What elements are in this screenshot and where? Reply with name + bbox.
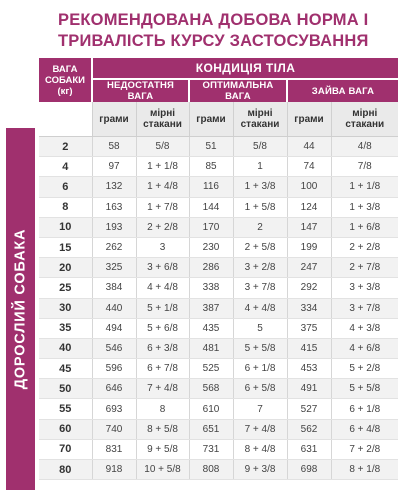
overweight-cups-cell: 5 + 2/8 — [331, 359, 398, 379]
optimal-cups-cell: 2 + 5/8 — [233, 237, 287, 257]
cups-line-1: мірні — [149, 108, 176, 119]
cups-line-1: мірні — [247, 108, 273, 119]
underweight-grams-cell: 262 — [92, 237, 136, 257]
optimal-cups-cell: 9 + 3/8 — [233, 460, 287, 480]
overweight-cups-cell: 4 + 3/8 — [331, 318, 398, 338]
overweight-cups-cell: 3 + 7/8 — [331, 298, 398, 318]
group-header-optimal: ОПТИМАЛЬНА ВАГА — [189, 79, 287, 102]
page-title — [58, 10, 398, 52]
overweight-cups-cell: 8 + 1/8 — [331, 460, 398, 480]
dog-weight-cell: 55 — [39, 399, 92, 419]
table-row — [39, 197, 398, 217]
optimal-cups-cell: 7 — [233, 399, 287, 419]
optimal-cups-cell: 8 + 4/8 — [233, 439, 287, 459]
overweight-cups-cell: 6 + 1/8 — [331, 399, 398, 419]
dog-weight-cell: 8 — [39, 197, 92, 217]
table-row — [39, 278, 398, 298]
optimal-grams-cell: 338 — [189, 278, 233, 298]
overweight-grams-cell: 334 — [287, 298, 331, 318]
underweight-grams-cell: 325 — [92, 258, 136, 278]
overweight-cups-cell: 1 + 3/8 — [331, 197, 398, 217]
optimal-grams-cell: 51 — [189, 137, 233, 157]
overweight-cups-cell: 4/8 — [331, 137, 398, 157]
table-row — [39, 338, 398, 358]
overweight-grams-cell: 453 — [287, 359, 331, 379]
underweight-grams-cell: 596 — [92, 359, 136, 379]
underweight-cups-cell: 3 + 6/8 — [136, 258, 189, 278]
underweight-cups-cell: 5 + 6/8 — [136, 318, 189, 338]
weight-header-line-1: ВАГА — [52, 63, 78, 75]
optimal-grams-cell: 651 — [189, 419, 233, 439]
underweight-cups-cell: 3 — [136, 237, 189, 257]
underweight-grams-cell: 163 — [92, 197, 136, 217]
underweight-cups-cell: 7 + 4/8 — [136, 379, 189, 399]
underweight-grams-cell: 918 — [92, 460, 136, 480]
overweight-grams-cell: 292 — [287, 278, 331, 298]
overweight-grams-cell: 491 — [287, 379, 331, 399]
optimal-grams-cell: 435 — [189, 318, 233, 338]
optimal-cups-cell: 6 + 1/8 — [233, 359, 287, 379]
optimal-cups-cell: 3 + 2/8 — [233, 258, 287, 278]
overweight-grams-cell: 562 — [287, 419, 331, 439]
optimal-grams-cell: 808 — [189, 460, 233, 480]
optimal-grams-cell: 387 — [189, 298, 233, 318]
overweight-cups-cell: 7/8 — [331, 157, 398, 177]
overweight-cups-cell: 6 + 4/8 — [331, 419, 398, 439]
group-header-overweight: ЗАЙВА ВАГА — [287, 79, 398, 102]
underweight-cups-cell: 8 — [136, 399, 189, 419]
side-label: ДОРОСЛИЙ СОБАКА — [12, 228, 29, 390]
optimal-cups-cell: 5/8 — [233, 137, 287, 157]
dog-weight-cell: 2 — [39, 137, 92, 157]
cups-line-2: стакани — [240, 119, 280, 130]
cups-line-2: стакани — [345, 119, 385, 130]
sub-header-grams: грами — [92, 102, 136, 137]
dog-weight-cell: 6 — [39, 177, 92, 197]
underweight-grams-cell: 646 — [92, 379, 136, 399]
table-row — [39, 399, 398, 419]
overweight-grams-cell: 527 — [287, 399, 331, 419]
overweight-cups-cell: 1 + 6/8 — [331, 217, 398, 237]
overweight-cups-cell: 4 + 6/8 — [331, 338, 398, 358]
table-row — [39, 157, 398, 177]
underweight-grams-cell: 97 — [92, 157, 136, 177]
table-row — [39, 258, 398, 278]
overweight-grams-cell: 375 — [287, 318, 331, 338]
optimal-grams-cell: 170 — [189, 217, 233, 237]
overweight-grams-cell: 100 — [287, 177, 331, 197]
optimal-grams-cell: 731 — [189, 439, 233, 459]
feeding-table — [39, 58, 398, 480]
side-label-bar — [6, 128, 35, 490]
optimal-cups-cell: 1 + 3/8 — [233, 177, 287, 197]
dog-weight-cell: 70 — [39, 439, 92, 459]
table-row — [39, 217, 398, 237]
underweight-grams-cell: 546 — [92, 338, 136, 358]
table-row — [39, 439, 398, 459]
underweight-cups-cell: 1 + 7/8 — [136, 197, 189, 217]
title-line-1: РЕКОМЕНДОВАНА ДОБОВА НОРМА І — [58, 11, 369, 29]
weight-header-line-3: (кг) — [57, 85, 73, 97]
optimal-grams-cell: 568 — [189, 379, 233, 399]
optimal-cups-cell: 7 + 4/8 — [233, 419, 287, 439]
cups-line-2: стакани — [143, 119, 182, 130]
overweight-grams-cell: 698 — [287, 460, 331, 480]
optimal-grams-cell: 481 — [189, 338, 233, 358]
underweight-grams-cell: 740 — [92, 419, 136, 439]
underweight-cups-cell: 1 + 1/8 — [136, 157, 189, 177]
underweight-cups-cell: 5 + 1/8 — [136, 298, 189, 318]
header-corner-blank — [39, 102, 92, 137]
optimal-cups-cell: 3 + 7/8 — [233, 278, 287, 298]
overweight-grams-cell: 199 — [287, 237, 331, 257]
underweight-cups-cell: 6 + 7/8 — [136, 359, 189, 379]
table-row — [39, 460, 398, 480]
dog-weight-cell: 50 — [39, 379, 92, 399]
sub-header-cups — [331, 102, 398, 137]
dog-weight-cell: 20 — [39, 258, 92, 278]
optimal-cups-cell: 5 + 5/8 — [233, 338, 287, 358]
optimal-cups-cell: 2 — [233, 217, 287, 237]
optimal-grams-cell: 85 — [189, 157, 233, 177]
title-line-2: ТРИВАЛІСТЬ КУРСУ ЗАСТОСУВАННЯ — [58, 32, 369, 50]
optimal-grams-cell: 610 — [189, 399, 233, 419]
underweight-cups-cell: 10 + 5/8 — [136, 460, 189, 480]
overweight-cups-cell: 5 + 5/8 — [331, 379, 398, 399]
group-header-underweight: НЕДОСТАТНЯ ВАГА — [92, 79, 189, 102]
condition-header: КОНДИЦІЯ ТІЛА — [92, 58, 398, 79]
overweight-cups-cell: 2 + 7/8 — [331, 258, 398, 278]
dog-weight-cell: 40 — [39, 338, 92, 358]
optimal-grams-cell: 144 — [189, 197, 233, 217]
underweight-grams-cell: 494 — [92, 318, 136, 338]
dog-weight-cell: 30 — [39, 298, 92, 318]
optimal-grams-cell: 525 — [189, 359, 233, 379]
optimal-cups-cell: 6 + 5/8 — [233, 379, 287, 399]
underweight-cups-cell: 5/8 — [136, 137, 189, 157]
table-row — [39, 137, 398, 157]
optimal-cups-cell: 4 + 4/8 — [233, 298, 287, 318]
table-row — [39, 237, 398, 257]
underweight-cups-cell: 1 + 4/8 — [136, 177, 189, 197]
table-row — [39, 419, 398, 439]
overweight-grams-cell: 631 — [287, 439, 331, 459]
table-row — [39, 318, 398, 338]
optimal-grams-cell: 116 — [189, 177, 233, 197]
optimal-grams-cell: 286 — [189, 258, 233, 278]
underweight-grams-cell: 193 — [92, 217, 136, 237]
dog-weight-cell: 80 — [39, 460, 92, 480]
overweight-grams-cell: 415 — [287, 338, 331, 358]
overweight-grams-cell: 124 — [287, 197, 331, 217]
table-row — [39, 177, 398, 197]
underweight-grams-cell: 384 — [92, 278, 136, 298]
dog-weight-cell: 25 — [39, 278, 92, 298]
overweight-cups-cell: 2 + 2/8 — [331, 237, 398, 257]
optimal-cups-cell: 5 — [233, 318, 287, 338]
dog-weight-cell: 15 — [39, 237, 92, 257]
underweight-cups-cell: 2 + 2/8 — [136, 217, 189, 237]
cups-line-1: мірні — [352, 108, 378, 119]
table-row — [39, 379, 398, 399]
sub-header-cups — [136, 102, 189, 137]
table-row — [39, 359, 398, 379]
weight-header-line-2: СОБАКИ — [45, 74, 85, 86]
optimal-cups-cell: 1 + 5/8 — [233, 197, 287, 217]
underweight-grams-cell: 58 — [92, 137, 136, 157]
underweight-cups-cell: 4 + 4/8 — [136, 278, 189, 298]
dog-weight-cell: 35 — [39, 318, 92, 338]
dog-weight-cell: 10 — [39, 217, 92, 237]
underweight-cups-cell: 6 + 3/8 — [136, 338, 189, 358]
overweight-grams-cell: 247 — [287, 258, 331, 278]
dog-weight-cell: 45 — [39, 359, 92, 379]
sub-header-grams: грами — [189, 102, 233, 137]
overweight-cups-cell: 1 + 1/8 — [331, 177, 398, 197]
overweight-grams-cell: 74 — [287, 157, 331, 177]
weight-header — [39, 58, 92, 102]
optimal-cups-cell: 1 — [233, 157, 287, 177]
underweight-grams-cell: 440 — [92, 298, 136, 318]
sub-header-grams: грами — [287, 102, 331, 137]
underweight-grams-cell: 693 — [92, 399, 136, 419]
optimal-grams-cell: 230 — [189, 237, 233, 257]
table-row — [39, 298, 398, 318]
sub-header-cups — [233, 102, 287, 137]
dog-weight-cell: 60 — [39, 419, 92, 439]
overweight-cups-cell: 3 + 3/8 — [331, 278, 398, 298]
underweight-grams-cell: 831 — [92, 439, 136, 459]
dog-weight-cell: 4 — [39, 157, 92, 177]
overweight-grams-cell: 147 — [287, 217, 331, 237]
underweight-cups-cell: 9 + 5/8 — [136, 439, 189, 459]
overweight-grams-cell: 44 — [287, 137, 331, 157]
underweight-cups-cell: 8 + 5/8 — [136, 419, 189, 439]
overweight-cups-cell: 7 + 2/8 — [331, 439, 398, 459]
underweight-grams-cell: 132 — [92, 177, 136, 197]
